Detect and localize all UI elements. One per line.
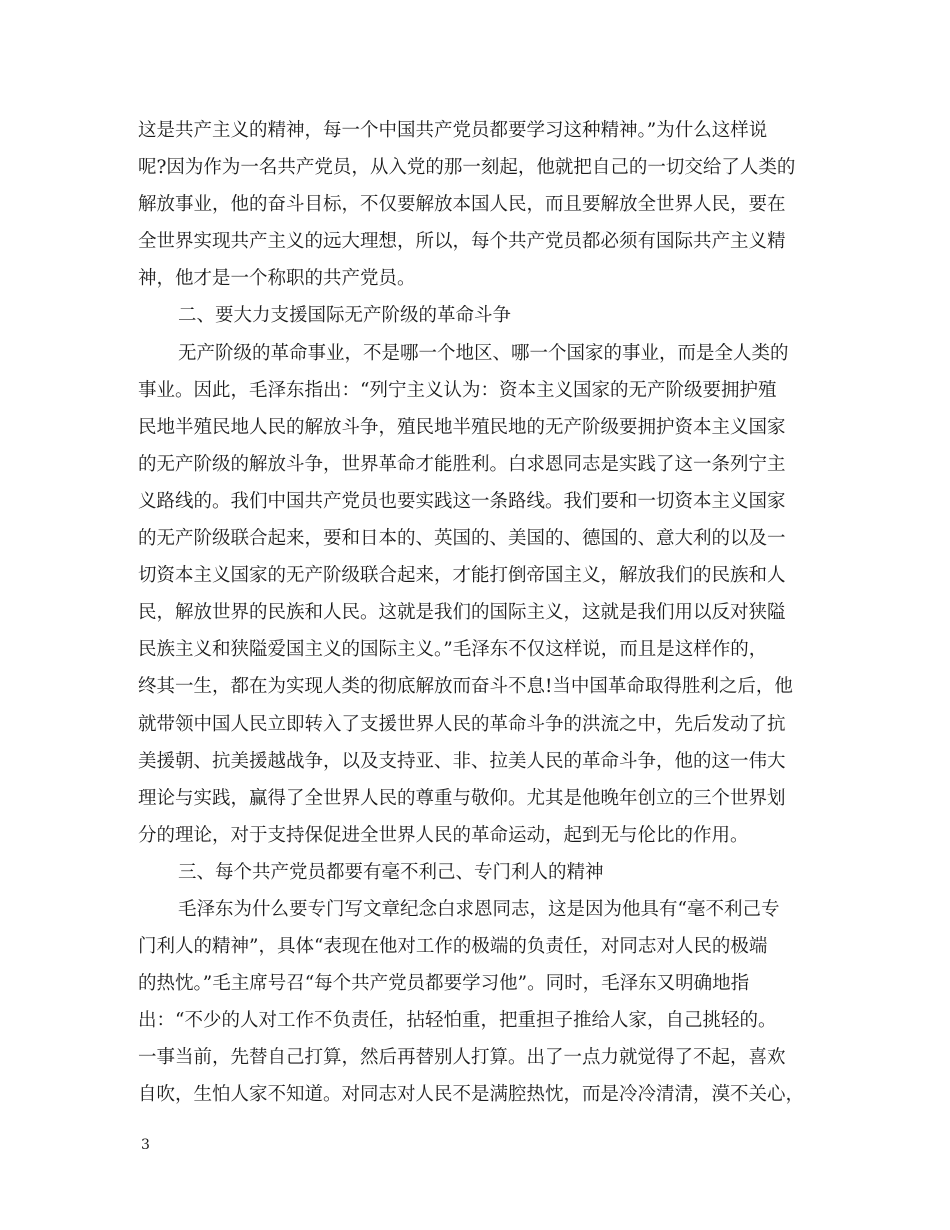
text-line: 终其一生，都在为实现人类的彻底解放而奋斗不息!当中国革命取得胜利之后，他 [138, 676, 793, 698]
text-line: 自吹，生怕人家不知道。对同志对人民不是满腔热忱，而是冷冷清清，漠不关心， [138, 1084, 805, 1106]
text-line: 的无产阶级联合起来，要和日本的、英国的、美国的、德国的、意大利的以及一 [138, 528, 786, 550]
text-line: 就带领中国人民立即转入了支援世界人民的革命斗争的洪流之中，先后发动了抗 [138, 713, 786, 735]
text-line: 事业。因此，毛泽东指出：“列宁主义认为：资本主义国家的无产阶级要拥护殖 [138, 379, 777, 401]
text-line: 呢?因为作为一名共产党员，从入党的那一刻起，他就把自己的一切交给了人类的 [138, 157, 796, 179]
text-line: 民族主义和狭隘爱国主义的国际主义。”毛泽东不仅这样说，而且是这样作的， [138, 639, 768, 661]
text-line: 二、要大力支援国际无产阶级的革命斗争 [178, 305, 512, 327]
text-line: 分的理论，对于支持保促进全世界人民的革命运动，起到无与伦比的作用。 [138, 824, 749, 846]
text-line: 出：“不少的人对工作不负责任，拈轻怕重，把重担子推给人家，自己挑轻的。 [138, 1010, 777, 1032]
text-line: 民，解放世界的民族和人民。这就是我们的国际主义，这就是我们用以反对狭隘 [138, 602, 786, 624]
text-line: 民地半殖民地人民的解放斗争，殖民地半殖民地的无产阶级要拥护资本主义国家 [138, 416, 786, 438]
text-line: 义路线的。我们中国共产党员也要实践这一条路线。我们要和一切资本主义国家 [138, 490, 786, 512]
body-text [138, 112, 828, 1114]
text-line: 神，他才是一个称职的共产党员。 [138, 268, 416, 290]
text-line: 门利人的精神”，具体“表现在他对工作的极端的负责任，对同志对人民的极端 [138, 936, 768, 958]
text-line: 这是共产主义的精神，每一个中国共产党员都要学习这种精神。”为什么这样说 [138, 120, 768, 141]
text-line: 解放事业，他的奋斗目标，不仅要解放本国人民，而且要解放全世界人民，要在 [138, 194, 786, 216]
text-line: 切资本主义国家的无产阶级联合起来，才能打倒帝国主义，解放我们的民族和人 [138, 565, 786, 587]
text-line: 毛泽东为什么要专门写文章纪念白求恩同志，这是因为他具有“毫不利己专 [178, 898, 780, 920]
text-line: 无产阶级的革命事业，不是哪一个地区、哪一个国家的事业，而是全人类的 [178, 342, 789, 364]
page-number: 3 [141, 1137, 150, 1153]
text-line: 三、每个共产党员都要有毫不利己、专门利人的精神 [178, 861, 604, 883]
text-line: 一事当前，先替自己打算，然后再替别人打算。出了一点力就觉得了不起，喜欢 [138, 1047, 786, 1069]
text-line: 全世界实现共产主义的远大理想，所以，每个共产党员都必须有国际共产主义精 [138, 231, 786, 253]
text-line: 的无产阶级的解放斗争，世界革命才能胜利。白求恩同志是实践了这一条列宁主 [138, 453, 786, 475]
text-line: 美援朝、抗美援越战争，以及支持亚、非、拉美人民的革命斗争，他的这一伟大 [138, 750, 786, 772]
text-line: 理论与实践，赢得了全世界人民的尊重与敬仰。尤其是他晚年创立的三个世界划 [138, 787, 786, 809]
text-line: 的热忱。”毛主席号召“每个共产党员都要学习他”。同时，毛泽东又明确地指 [138, 973, 750, 995]
